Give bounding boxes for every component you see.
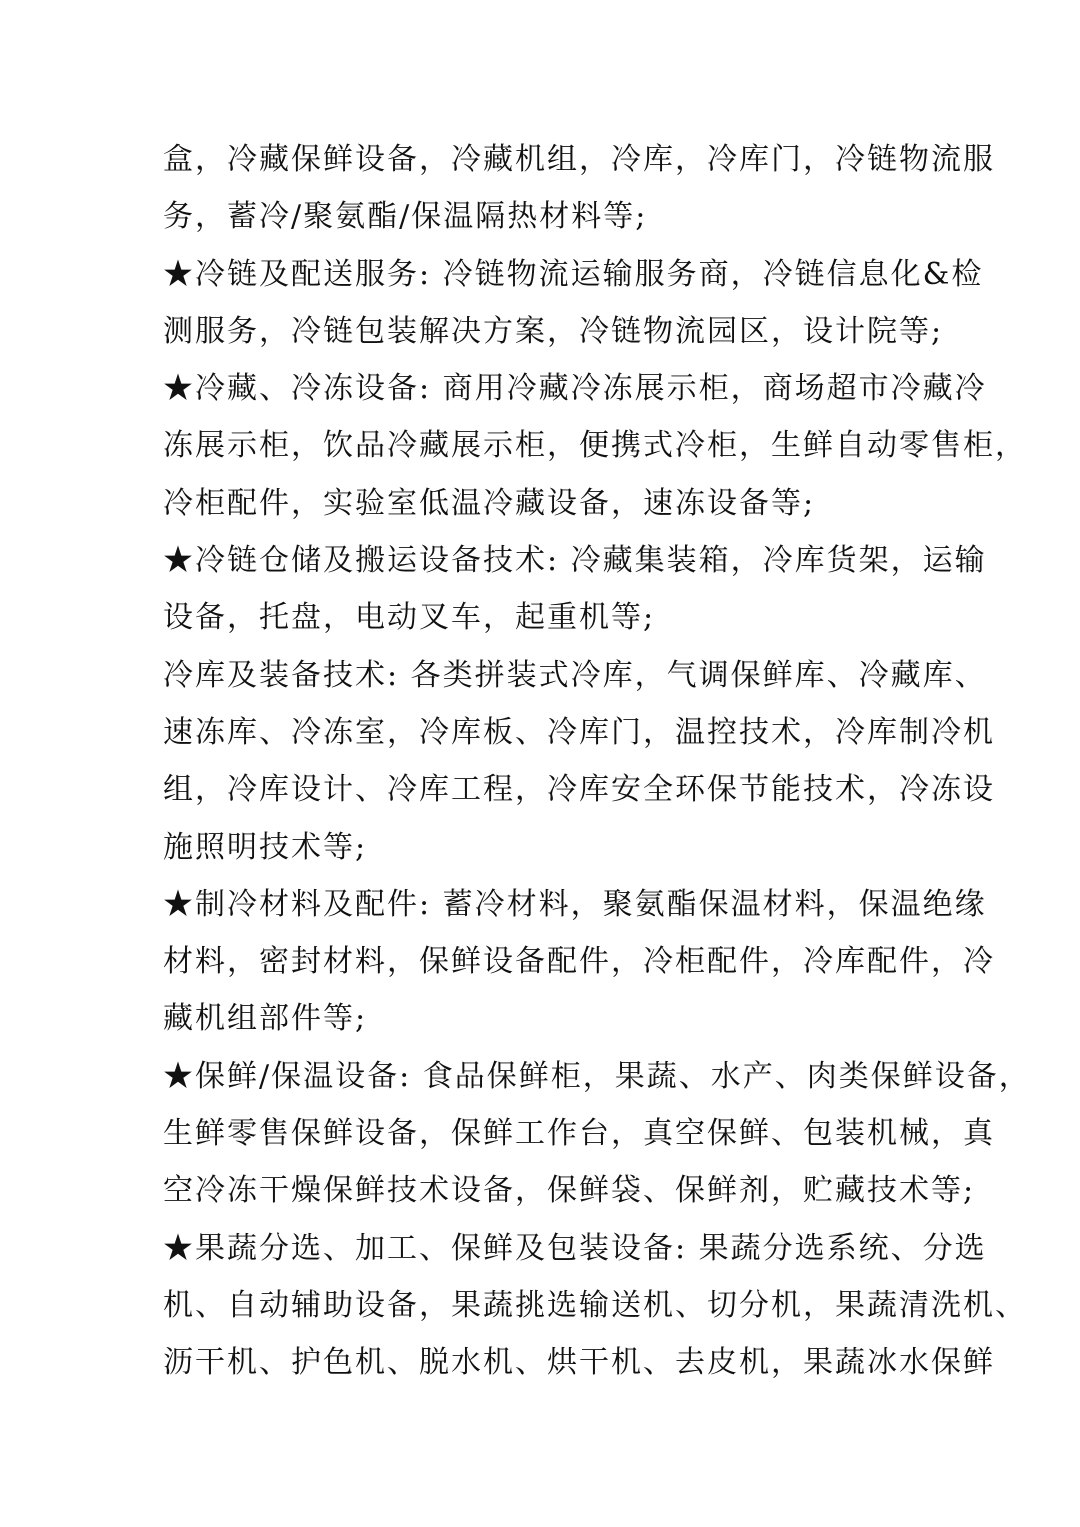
document-body bbox=[163, 131, 1031, 1392]
paragraph-warehousing-handling bbox=[163, 532, 987, 647]
paragraph-refrigeration-materials bbox=[163, 876, 995, 1048]
text-line: ★冷链及配送服务: 冷链物流运输服务商，冷链信息化&检 bbox=[163, 256, 984, 292]
text-line: ★冷链仓储及搬运设备技术: 冷藏集装箱，冷库货架，运输 bbox=[163, 543, 987, 579]
text-line: 空冷冻干燥保鲜技术设备，保鲜袋、保鲜剂，贮藏技术等; bbox=[163, 1173, 976, 1209]
paragraph-cold-chain-distribution bbox=[163, 246, 984, 361]
text-line: 速冻库、冷冻室，冷库板、冷库门，温控技术，冷库制冷机 bbox=[163, 714, 995, 750]
text-line: 测服务，冷链包装解决方案，冷链物流园区，设计院等; bbox=[163, 313, 944, 349]
text-line: 沥干机、护色机、脱水机、烘干机、去皮机，果蔬冰水保鲜 bbox=[163, 1345, 995, 1381]
text-line: 设备，托盘，电动叉车，起重机等; bbox=[163, 600, 656, 636]
text-line: 冷柜配件，实验室低温冷藏设备，速冻设备等; bbox=[163, 485, 816, 521]
text-line: 冷库及装备技术: 各类拼装式冷库，气调保鲜库、冷藏库、 bbox=[163, 657, 987, 693]
text-line: 组，冷库设计、冷库工程，冷库安全环保节能技术，冷冻设 bbox=[163, 772, 995, 808]
text-line: 材料，密封材料，保鲜设备配件，冷柜配件，冷库配件，冷 bbox=[163, 944, 995, 980]
paragraph-preservation-equipment bbox=[163, 1048, 1031, 1220]
text-line: 生鲜零售保鲜设备，保鲜工作台，真空保鲜、包装机械，真 bbox=[163, 1116, 995, 1152]
text-line: 施照明技术等; bbox=[163, 829, 368, 865]
text-line: 务，蓄冷/聚氨酯/保温隔热材料等; bbox=[163, 199, 648, 235]
text-line: ★制冷材料及配件: 蓄冷材料，聚氨酯保温材料，保温绝缘 bbox=[163, 886, 987, 922]
text-line: 藏机组部件等; bbox=[163, 1001, 368, 1037]
text-line: 盒，冷藏保鲜设备，冷藏机组，冷库，冷库门，冷链物流服 bbox=[163, 142, 995, 177]
text-line: ★保鲜/保温设备: 食品保鲜柜，果蔬、水产、肉类保鲜设备， bbox=[163, 1058, 1031, 1094]
text-line: ★冷藏、冷冻设备: 商用冷藏冷冻展示柜，商场超市冷藏冷 bbox=[163, 371, 987, 407]
paragraph-produce-processing bbox=[163, 1220, 1027, 1392]
paragraph-cold-storage-equipment-continued bbox=[163, 131, 995, 246]
paragraph-refrigeration-freezing-equipment bbox=[163, 360, 1027, 532]
text-line: 冻展示柜，饮品冷藏展示柜，便携式冷柜，生鲜自动零售柜， bbox=[163, 428, 1027, 464]
text-line: ★果蔬分选、加工、保鲜及包装设备: 果蔬分选系统、分选 bbox=[163, 1230, 987, 1266]
text-line: 机、自动辅助设备，果蔬挑选输送机、切分机，果蔬清洗机、 bbox=[163, 1287, 1027, 1323]
paragraph-cold-storage-technology bbox=[163, 647, 995, 876]
